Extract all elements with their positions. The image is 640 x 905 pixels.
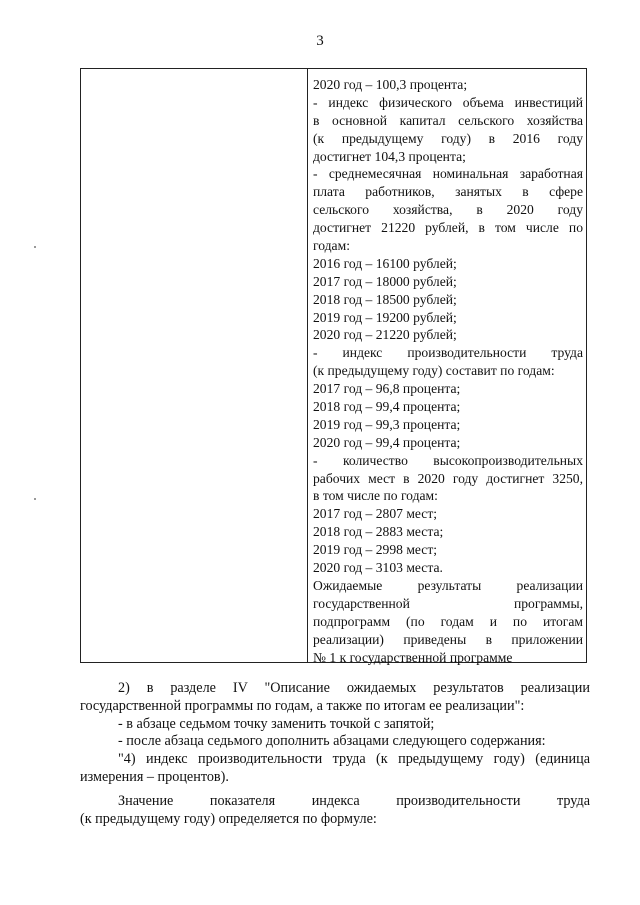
table-text-line: 2018 год – 18500 рублей; [313,291,457,307]
table-text-line: 2016 год – 16100 рублей; [313,255,457,271]
page-number: 3 [316,33,324,49]
body-text [80,680,590,828]
table-text-line: рабочих мест в 2020 году достигнет 3250, [313,470,583,486]
table-text-line: Ожидаемые результаты реализации [313,577,583,593]
body-text-line: (к предыдущему году) определяется по формуле: [80,810,377,827]
table-text-line: № 1 к государственной программе [313,649,513,665]
table-text-line: в основной капитал сельского хозяйства [313,112,583,128]
body-text-line: Значение показателя индекса производительности труда [118,792,590,809]
body-text-line: измерения – процентов). [80,768,229,785]
body-text-line: "4) индекс производительности труда (к предыдущему году) (единица [118,751,590,768]
scan-speck [34,246,36,248]
table-text-line: (к предыдущему году) в 2016 году [313,130,583,146]
table-text-line: 2020 год – 100,3 процента; [313,77,468,92]
table-right-cell [308,69,586,665]
table-text-line: (к предыдущему году) составит по годам: [313,363,555,379]
table-text-line: достигнет 104,3 процента; [313,148,466,164]
table-text-line: 2019 год – 19200 рублей; [313,309,457,325]
scan-speck [34,498,36,500]
table-text-line: реализации) приведены в приложении [313,631,583,647]
table-text-line: - среднемесячная номинальная заработная [313,166,583,182]
body-text-line: - после абзаца седьмого дополнить абзацами следующего содержания: [118,733,546,750]
table-text-line: сельского хозяйства, в 2020 году [313,202,583,218]
table-text-line: - индекс физического объема инвестиций [313,94,583,110]
table-text-line: 2019 год – 2998 мест; [313,542,438,558]
table-text-line: 2018 год – 99,4 процента; [313,399,461,415]
table-text-line: - индекс производительности труда [313,345,583,361]
table-text-line: 2017 год – 18000 рублей; [313,273,457,289]
table-text-line: государственной программы, [313,595,583,611]
table-text-line: в том числе по годам: [313,488,438,504]
table-left-cell [81,69,308,662]
table-text-line: плата работников, занятых в сфере [313,184,583,200]
table-text-line: 2017 год – 96,8 процента; [313,381,461,397]
body-text-line: 2) в разделе IV "Описание ожидаемых результатов реализации [118,680,590,696]
body-text-line: - в абзаце седьмом точку заменить точкой с запятой; [118,715,435,732]
table-text-line: 2017 год – 2807 мест; [313,506,438,522]
table-text-line: 2018 год – 2883 места; [313,524,444,540]
table-text-line: 2020 год – 99,4 процента; [313,434,461,450]
table-text-line: достигнет 21220 рублей, в том числе по [313,220,583,236]
table-text-line: - количество высокопроизводительных [313,452,583,468]
indicators-table [80,68,587,663]
table-text-line: 2019 год – 99,3 процента; [313,416,461,432]
table-text-line: подпрограмм (по годам и по итогам [313,613,583,629]
table-text-line: 2020 год – 21220 рублей; [313,327,457,343]
table-text-line: 2020 год – 3103 места. [313,560,443,576]
table-text-line: годам: [313,238,350,254]
body-text-line: государственной программы по годам, а также по итогам ее реализации": [80,697,525,714]
